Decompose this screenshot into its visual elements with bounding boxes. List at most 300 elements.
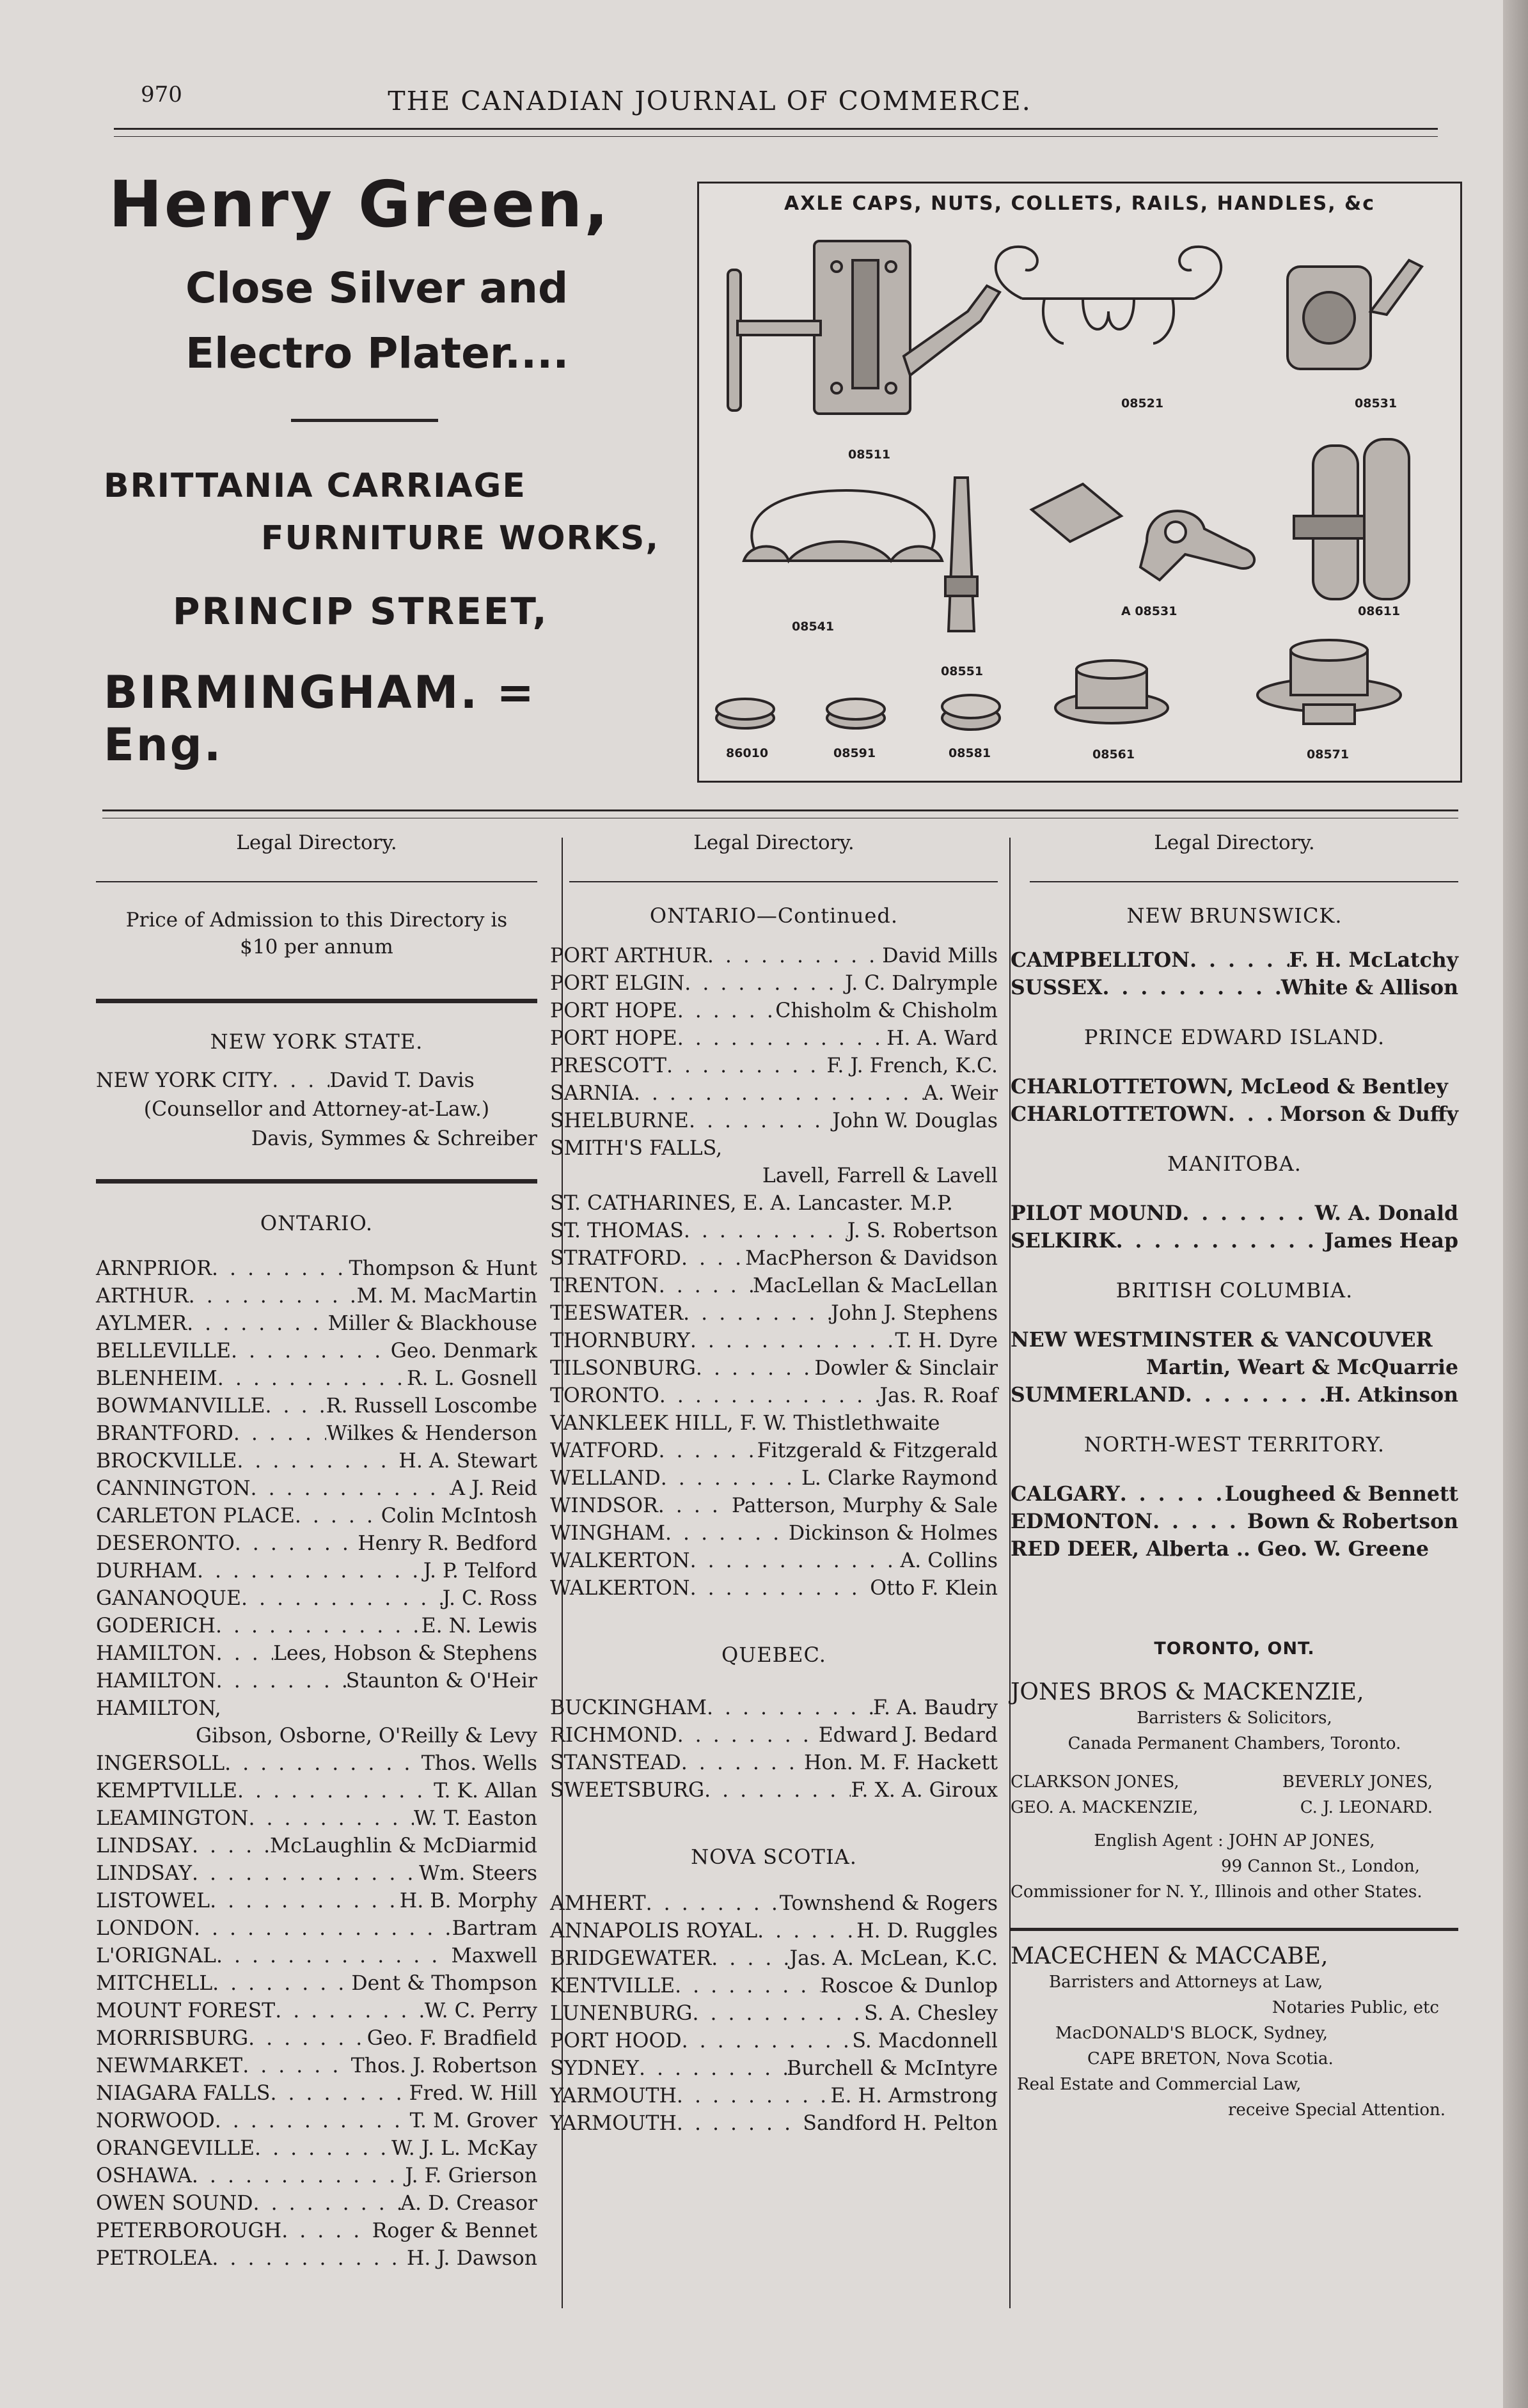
entry-firm: A. Weir xyxy=(923,1082,998,1105)
entry-firm: H. J. Dawson xyxy=(406,2247,537,2270)
directory-entry xyxy=(96,1640,537,1668)
entry-place: KEMPTVILLE xyxy=(96,1779,238,1802)
entry-firm: F. X. A. Giroux xyxy=(851,1779,998,1802)
page-edge xyxy=(1503,0,1528,2408)
entry-firm: W. A. Donald xyxy=(1314,1201,1458,1225)
entry-place: OSHAWA xyxy=(96,2164,192,2187)
leader-dots xyxy=(237,1448,398,1475)
entry-firm: Roger & Bennet xyxy=(372,2219,537,2242)
entry-place: PORT ELGIN xyxy=(550,972,685,995)
entry-firm: T. K. Allan xyxy=(434,1779,537,1802)
bracket-drawing xyxy=(1032,484,1254,580)
entry-firm: M. M. MacMartin xyxy=(356,1285,537,1308)
entry-place: BRIDGEWATER xyxy=(550,1947,712,1970)
entry-place: PETROLEA xyxy=(96,2247,212,2270)
hardware-drawings xyxy=(699,184,1460,781)
leader-dots xyxy=(242,2052,351,2080)
entry-place: CAMPBELLTON xyxy=(1011,948,1190,972)
leader-dots xyxy=(677,2083,831,2110)
entry-firm: S. Macdonnell xyxy=(852,2029,998,2052)
card-partner: BEVERLY JONES, xyxy=(1282,1772,1433,1792)
latch-drawing xyxy=(1288,260,1422,369)
entry-firm: Bartram xyxy=(452,1917,537,1940)
leader-dots xyxy=(682,2028,853,2055)
entry-place: ARTHUR xyxy=(96,1285,189,1308)
directory-entry xyxy=(550,1327,998,1355)
part-code: 86010 xyxy=(726,746,769,760)
hinge-drawing xyxy=(728,241,1000,414)
entry-place: BROCKVILLE xyxy=(96,1450,237,1473)
directory-entry xyxy=(96,1943,537,1970)
directory-entry xyxy=(550,1080,998,1107)
rule xyxy=(96,881,537,882)
entry-firm: Thompson & Hunt xyxy=(349,1257,537,1280)
directory-entry xyxy=(96,1365,537,1393)
entry-place: CALGARY xyxy=(1011,1482,1120,1506)
scroll-rail-drawing xyxy=(996,247,1221,343)
entry-firm: J. C. Ross xyxy=(442,1587,537,1610)
leader-dots xyxy=(197,1558,423,1585)
entry-place: SUSSEX xyxy=(1011,976,1103,999)
card-firm: MACECHEN & MACCABE, xyxy=(1011,1943,1328,1969)
entry-firm: Dent & Thompson xyxy=(351,1972,537,1995)
advert-bottom-rule xyxy=(102,809,1458,818)
entry-place: PILOT MOUND xyxy=(1011,1201,1183,1225)
card-line: Barristers & Solicitors, xyxy=(1137,1708,1332,1728)
entry-place: MITCHELL xyxy=(96,1972,213,1995)
directory-entry xyxy=(96,1805,537,1833)
entry-firm: Hon. M. F. Hackett xyxy=(804,1751,998,1774)
entry-firm: H. A. Ward xyxy=(886,1027,998,1050)
rule xyxy=(1011,1928,1458,1931)
leader-dots xyxy=(634,1080,924,1107)
macechen-card xyxy=(1011,1944,1458,2123)
entry-place: NEWMARKET xyxy=(96,2054,243,2077)
entry-place: STRATFORD xyxy=(550,1247,681,1270)
leader-dots xyxy=(659,1437,757,1465)
leader-dots xyxy=(217,1365,407,1393)
entry-place: SELKIRK xyxy=(1011,1229,1116,1253)
entry-firm: W. J. L. McKay xyxy=(391,2137,537,2160)
directory-entry xyxy=(550,1300,998,1327)
directory-entry xyxy=(96,1778,537,1805)
entry-place: SYDNEY xyxy=(550,2057,639,2080)
directory-entry xyxy=(96,2025,537,2052)
directory-entry xyxy=(550,1575,998,1602)
entry-place: HAMILTON xyxy=(96,1669,216,1693)
leader-dots xyxy=(216,1943,451,1970)
new-brunswick-entries xyxy=(1011,946,1458,1001)
leader-dots xyxy=(707,1694,873,1722)
entry-firm: Dickinson & Holmes xyxy=(788,1522,998,1545)
leader-dots xyxy=(212,2245,406,2272)
leader-dots xyxy=(216,1668,346,1695)
entry-place: PORT HOOD xyxy=(550,2029,682,2052)
entry-firm: Chisholm & Chisholm xyxy=(775,999,998,1022)
card-line: 99 Cannon St., London, xyxy=(1221,1857,1420,1876)
entry-firm: Fitzgerald & Fitzgerald xyxy=(757,1439,998,1462)
directory-entry xyxy=(96,1888,537,1915)
card-partner: GEO. A. MACKENZIE, xyxy=(1011,1798,1199,1817)
directory-entry xyxy=(550,2083,998,2110)
leader-dots xyxy=(231,1338,391,1365)
hardware-illustration xyxy=(697,182,1462,783)
entry-place: BRANTFORD xyxy=(96,1422,233,1445)
card-line: Real Estate and Commercial Law, xyxy=(1017,2075,1302,2094)
leader-dots xyxy=(681,1245,745,1272)
entry-place: DURHAM xyxy=(96,1560,197,1583)
section-north-west: NORTH-WEST TERRITORY. xyxy=(1083,1432,1385,1457)
leader-dots xyxy=(659,1382,880,1410)
ny-note: (Counsellor and Attorney-at-Law.) xyxy=(143,1098,490,1121)
entry-firm: Miller & Blackhouse xyxy=(327,1312,537,1335)
leader-dots xyxy=(639,2055,787,2083)
journal-title: THE CANADIAN JOURNAL OF COMMERCE. xyxy=(388,86,1032,116)
card-line: Canada Permanent Chambers, Toronto. xyxy=(1067,1734,1401,1753)
entry-place: VANKLEEK HILL, F. W. Thistlethwaite xyxy=(550,1412,940,1435)
entry-place: LINDSAY xyxy=(96,1834,193,1857)
entry-place: PORT ARTHUR xyxy=(550,944,707,967)
directory-entry xyxy=(550,1547,998,1575)
directory-entry xyxy=(550,1437,998,1465)
directory-entry xyxy=(96,1503,537,1530)
entry-firm: Patterson, Murphy & Sale xyxy=(731,1494,998,1517)
directory-entry xyxy=(1011,1100,1458,1128)
entry-firm: W. T. Easton xyxy=(413,1807,537,1830)
admission-line2: $10 per annum xyxy=(240,935,393,958)
leader-dots xyxy=(216,1640,273,1668)
leader-dots xyxy=(1228,1100,1280,1128)
directory-entry xyxy=(96,2245,537,2272)
leader-dots xyxy=(1102,974,1280,1001)
entry-place: CANNINGTON xyxy=(96,1477,251,1500)
entry-firm: A. D. Creasor xyxy=(400,2192,537,2215)
directory-entry xyxy=(96,1970,537,1998)
section-quebec: QUEBEC. xyxy=(721,1643,826,1667)
rule xyxy=(569,881,998,882)
entry-place: LONDON xyxy=(96,1917,194,1940)
leader-dots xyxy=(1120,1480,1225,1508)
entry-place: LEAMINGTON xyxy=(96,1807,249,1830)
directory-entry xyxy=(96,1860,537,1888)
directory-entry xyxy=(96,1833,537,1860)
leader-dots xyxy=(210,1888,400,1915)
header-rule xyxy=(114,128,1438,137)
entry-place: LINDSAY xyxy=(96,1862,193,1885)
leader-dots xyxy=(192,1860,419,1888)
directory-entry xyxy=(550,1190,998,1217)
directory-entry xyxy=(96,1558,537,1585)
entry-firm: A J. Reid xyxy=(450,1477,537,1500)
directory-entry xyxy=(550,1918,998,1945)
directory-entry xyxy=(96,1668,537,1695)
entry-place: WINGHAM xyxy=(550,1522,666,1545)
part-code: 08581 xyxy=(949,746,991,760)
advert-works-line1: BRITTANIA CARRIAGE xyxy=(104,466,526,505)
rod-drawing xyxy=(945,478,977,631)
entry-firm: Wm. Steers xyxy=(418,1862,537,1885)
leader-dots xyxy=(677,2110,803,2138)
entry-firm: H. D. Ruggles xyxy=(856,1919,998,1943)
part-code: 08571 xyxy=(1307,747,1350,762)
entry-firm: Staunton & O'Heir xyxy=(345,1669,537,1693)
part-code: 08521 xyxy=(1121,396,1164,410)
entry-firm: Dowler & Sinclair xyxy=(814,1357,998,1380)
leader-dots xyxy=(1153,1508,1247,1535)
directory-entry xyxy=(96,1613,537,1640)
manitoba-entries xyxy=(1011,1200,1458,1255)
section-new-brunswick: NEW BRUNSWICK. xyxy=(1126,903,1343,928)
entry-place: WALKERTON xyxy=(550,1549,690,1572)
entry-place: BLENHEIM xyxy=(96,1367,217,1390)
entry-firm: David Mills xyxy=(882,944,998,967)
directory-entry xyxy=(96,1695,537,1723)
entry-place: STANSTEAD xyxy=(550,1751,681,1774)
entry-firm: J. S. Robertson xyxy=(847,1219,998,1242)
part-code: 08531 xyxy=(1355,396,1398,410)
entry-firm: Colin McIntosh xyxy=(381,1505,537,1528)
leader-dots xyxy=(275,1998,425,2025)
entry-firm: J. P. Telford xyxy=(423,1560,537,1583)
directory-entry xyxy=(1011,946,1458,974)
advert-company: Henry Green, xyxy=(109,167,611,242)
directory-entry xyxy=(550,1973,998,2000)
entry-place: NIAGARA FALLS xyxy=(96,2082,271,2105)
entry-place: GODERICH xyxy=(96,1614,216,1638)
entry-place: TORONTO xyxy=(550,1384,659,1407)
entry-place: ANNAPOLIS ROYAL xyxy=(550,1919,758,1943)
leader-dots xyxy=(295,1503,381,1530)
entry-firm: H. Atkinson xyxy=(1325,1383,1458,1407)
entry-place: NEW YORK CITY xyxy=(96,1069,272,1092)
jones-bros-card xyxy=(1011,1636,1458,1905)
entry-place: NEW WESTMINSTER & VANCOUVER xyxy=(1011,1328,1433,1352)
directory-column-1 xyxy=(96,831,537,2272)
entry-place: WATFORD xyxy=(550,1439,659,1462)
entry-firm: Sandford H. Pelton xyxy=(803,2112,998,2135)
directory-entry xyxy=(96,1255,537,1283)
directory-entry xyxy=(96,1310,537,1338)
entry-firm: Fred. W. Hill xyxy=(409,2082,537,2105)
entry-place: AYLMER xyxy=(96,1312,187,1335)
entry-firm: T. M. Grover xyxy=(409,2109,537,2132)
entry-place: PORT HOPE xyxy=(550,1027,677,1050)
entry-place: YARMOUTH xyxy=(550,2084,677,2107)
entry-firm: James Heap xyxy=(1324,1229,1458,1253)
entry-place: BOWMANVILLE xyxy=(96,1395,265,1418)
leader-dots xyxy=(272,1067,329,1095)
directory-entry xyxy=(96,1530,537,1558)
card-line: Commissioner for N. Y., Illinois and other States. xyxy=(1011,1882,1422,1902)
entry-firm: S. A. Chesley xyxy=(864,2002,998,2025)
leader-dots xyxy=(665,1520,789,1547)
column-heading: Legal Directory. xyxy=(1154,831,1315,854)
entry-place: RED DEER, Alberta .. Geo. W. Greene xyxy=(1011,1537,1430,1561)
part-code: 08561 xyxy=(1092,747,1135,762)
leader-dots xyxy=(255,2135,391,2162)
entry-firm: F. A. Baudry xyxy=(873,1696,998,1719)
leader-dots xyxy=(675,1973,821,2000)
leader-dots xyxy=(1185,1381,1325,1409)
section-ontario-continued: ONTARIO—Continued. xyxy=(649,903,899,928)
entry-firm: Burchell & McIntyre xyxy=(786,2057,998,2080)
advert-text xyxy=(104,167,672,771)
entry-place: AMHERT xyxy=(550,1892,646,1915)
pei-entries xyxy=(1011,1073,1458,1128)
entry-place: DESERONTO xyxy=(96,1532,235,1555)
leader-dots xyxy=(677,997,776,1025)
entry-place: BUCKINGHAM xyxy=(550,1696,707,1719)
directory-entry xyxy=(96,1915,537,1943)
entry-firm: W. C. Perry xyxy=(424,1999,537,2022)
entry-place: PRESCOTT xyxy=(550,1054,667,1077)
entry-firm: Thos. J. Robertson xyxy=(350,2054,537,2077)
entry-place: MOUNT FOREST xyxy=(96,1999,276,2022)
entry-firm: MacLellan & MacLellan xyxy=(753,1274,998,1297)
british-columbia-entries xyxy=(1011,1381,1458,1409)
entry-firm: Morson & Duffy xyxy=(1280,1102,1458,1126)
directory-entry xyxy=(550,1107,998,1135)
leader-dots xyxy=(189,1283,357,1310)
entry-firm: Lavell, Farrell & Lavell xyxy=(762,1164,998,1187)
entry-firm: David T. Davis xyxy=(329,1069,475,1092)
illustration-title: AXLE CAPS, NUTS, COLLETS, RAILS, HANDLES, &c xyxy=(784,192,1375,215)
leader-dots xyxy=(690,1547,901,1575)
leader-dots xyxy=(666,1052,826,1080)
leader-dots xyxy=(212,1255,349,1283)
directory-entry xyxy=(550,2110,998,2138)
directory-entry xyxy=(96,2107,537,2135)
leader-dots xyxy=(684,1217,847,1245)
entry-firm: H. B. Morphy xyxy=(399,1889,537,1912)
card-line: receive Special Attention. xyxy=(1228,2100,1445,2120)
entry-firm: E. N. Lewis xyxy=(421,1614,537,1638)
entry-place: OWEN SOUND xyxy=(96,2192,253,2215)
directory-entry xyxy=(1011,1535,1458,1563)
entry-place: YARMOUTH xyxy=(550,2112,677,2135)
directory-entry xyxy=(550,1465,998,1492)
spacer xyxy=(1011,1601,1458,1606)
entry-firm: Martin, Weart & McQuarrie xyxy=(1146,1356,1458,1379)
leader-dots xyxy=(677,1025,886,1052)
entry-place: THORNBURY xyxy=(550,1329,690,1352)
entry-place: SUMMERLAND xyxy=(1011,1383,1185,1407)
card-line: Notaries Public, etc xyxy=(1272,1998,1439,2017)
section-british-columbia: BRITISH COLUMBIA. xyxy=(1115,1278,1353,1302)
column-heading: Legal Directory. xyxy=(693,831,855,854)
entry-place: LUNENBURG xyxy=(550,2002,693,2025)
directory-entry xyxy=(1011,1326,1458,1354)
directory-entry xyxy=(96,1283,537,1310)
leader-dots xyxy=(661,1465,801,1492)
entry-firm: White & Allison xyxy=(1280,976,1458,999)
entry-firm: Thos. Wells xyxy=(421,1752,537,1775)
leader-dots xyxy=(690,1575,870,1602)
advert-street: PRINCIP STREET, xyxy=(173,589,549,633)
entry-firm: Jas. A. McLean, K.C. xyxy=(789,1947,998,1970)
directory-entry xyxy=(96,1338,537,1365)
entry-firm: Bown & Robertson xyxy=(1247,1510,1458,1533)
directory-entry xyxy=(96,1448,537,1475)
directory-entry xyxy=(96,2080,537,2107)
directory-entry xyxy=(1011,1381,1458,1409)
leader-dots xyxy=(216,1613,421,1640)
leader-dots xyxy=(711,1945,789,1973)
entry-firm: Lees, Hobson & Stephens xyxy=(273,1642,537,1665)
entry-place: L'ORIGNAL xyxy=(96,1944,216,1967)
entry-firm: McLaughlin & McDiarmid xyxy=(269,1834,537,1857)
entry-firm: Geo. F. Bradfield xyxy=(366,2027,537,2050)
directory-entry xyxy=(550,1520,998,1547)
entry-firm: Jas. R. Roaf xyxy=(879,1384,998,1407)
rule xyxy=(1030,881,1458,882)
entry-firm: Lougheed & Bennett xyxy=(1224,1482,1458,1506)
directory-entry xyxy=(1011,1480,1458,1508)
ontario-continued-entries xyxy=(550,942,998,1602)
entry-firm: Geo. Denmark xyxy=(390,1340,537,1363)
directory-entry xyxy=(96,1067,537,1095)
entry-place: ORANGEVILLE xyxy=(96,2137,255,2160)
leader-dots xyxy=(233,1420,327,1448)
directory-entry xyxy=(550,1492,998,1520)
directory-entry xyxy=(550,1777,998,1804)
entry-place: ARNPRIOR xyxy=(96,1257,212,1280)
advert-trade xyxy=(185,256,672,387)
rule xyxy=(96,1179,537,1184)
entry-firm: John J. Stephens xyxy=(831,1302,998,1325)
entry-place: SARNIA xyxy=(550,1082,634,1105)
entry-place: ST. THOMAS xyxy=(550,1219,684,1242)
page-number: 970 xyxy=(141,82,182,107)
section-manitoba: MANITOBA. xyxy=(1167,1152,1302,1176)
leader-dots xyxy=(659,1272,753,1300)
leader-dots xyxy=(704,1777,851,1804)
entry-place: CARLETON PLACE xyxy=(96,1505,295,1528)
directory-entry xyxy=(550,1135,998,1162)
advert-works-line2: FURNITURE WORKS, xyxy=(261,519,660,558)
advert-city: BIRMINGHAM. = Eng. xyxy=(104,666,537,771)
entry-place: SWEETSBURG xyxy=(550,1779,705,1802)
directory-entry xyxy=(550,1722,998,1749)
directory-entry xyxy=(1011,974,1458,1001)
card-line: CAPE BRETON, Nova Scotia. xyxy=(1087,2049,1334,2068)
directory-entry xyxy=(96,2162,537,2190)
leader-dots xyxy=(251,1475,451,1503)
admission-line1: Price of Admission to this Directory is xyxy=(125,909,508,932)
leader-dots xyxy=(689,1107,832,1135)
directory-entry xyxy=(96,1475,537,1503)
entry-place: HAMILTON, xyxy=(96,1697,221,1720)
directory-entry xyxy=(550,1245,998,1272)
directory-entry xyxy=(96,2217,537,2245)
leader-dots xyxy=(696,1355,814,1382)
entry-place: PETERBOROUGH xyxy=(96,2219,282,2242)
leader-dots xyxy=(1182,1200,1314,1227)
entry-place: NORWOOD xyxy=(96,2109,215,2132)
advert-trade-line1: Close Silver and xyxy=(185,263,569,313)
handle-drawing xyxy=(744,490,942,561)
directory-entry xyxy=(550,1217,998,1245)
directory-entry xyxy=(550,942,998,970)
entry-firm: Gibson, Osborne, O'Reilly & Levy xyxy=(195,1724,537,1747)
directory-entry xyxy=(1011,1508,1458,1535)
advert-trade-line2: Electro Plater.... xyxy=(185,329,569,379)
directory-column-3 xyxy=(1011,831,1458,2123)
card-partner: CLARKSON JONES, xyxy=(1011,1772,1179,1792)
admission-notice xyxy=(96,907,537,960)
leader-dots xyxy=(1116,1227,1325,1255)
entry-firm: T. H. Dyre xyxy=(895,1329,998,1352)
